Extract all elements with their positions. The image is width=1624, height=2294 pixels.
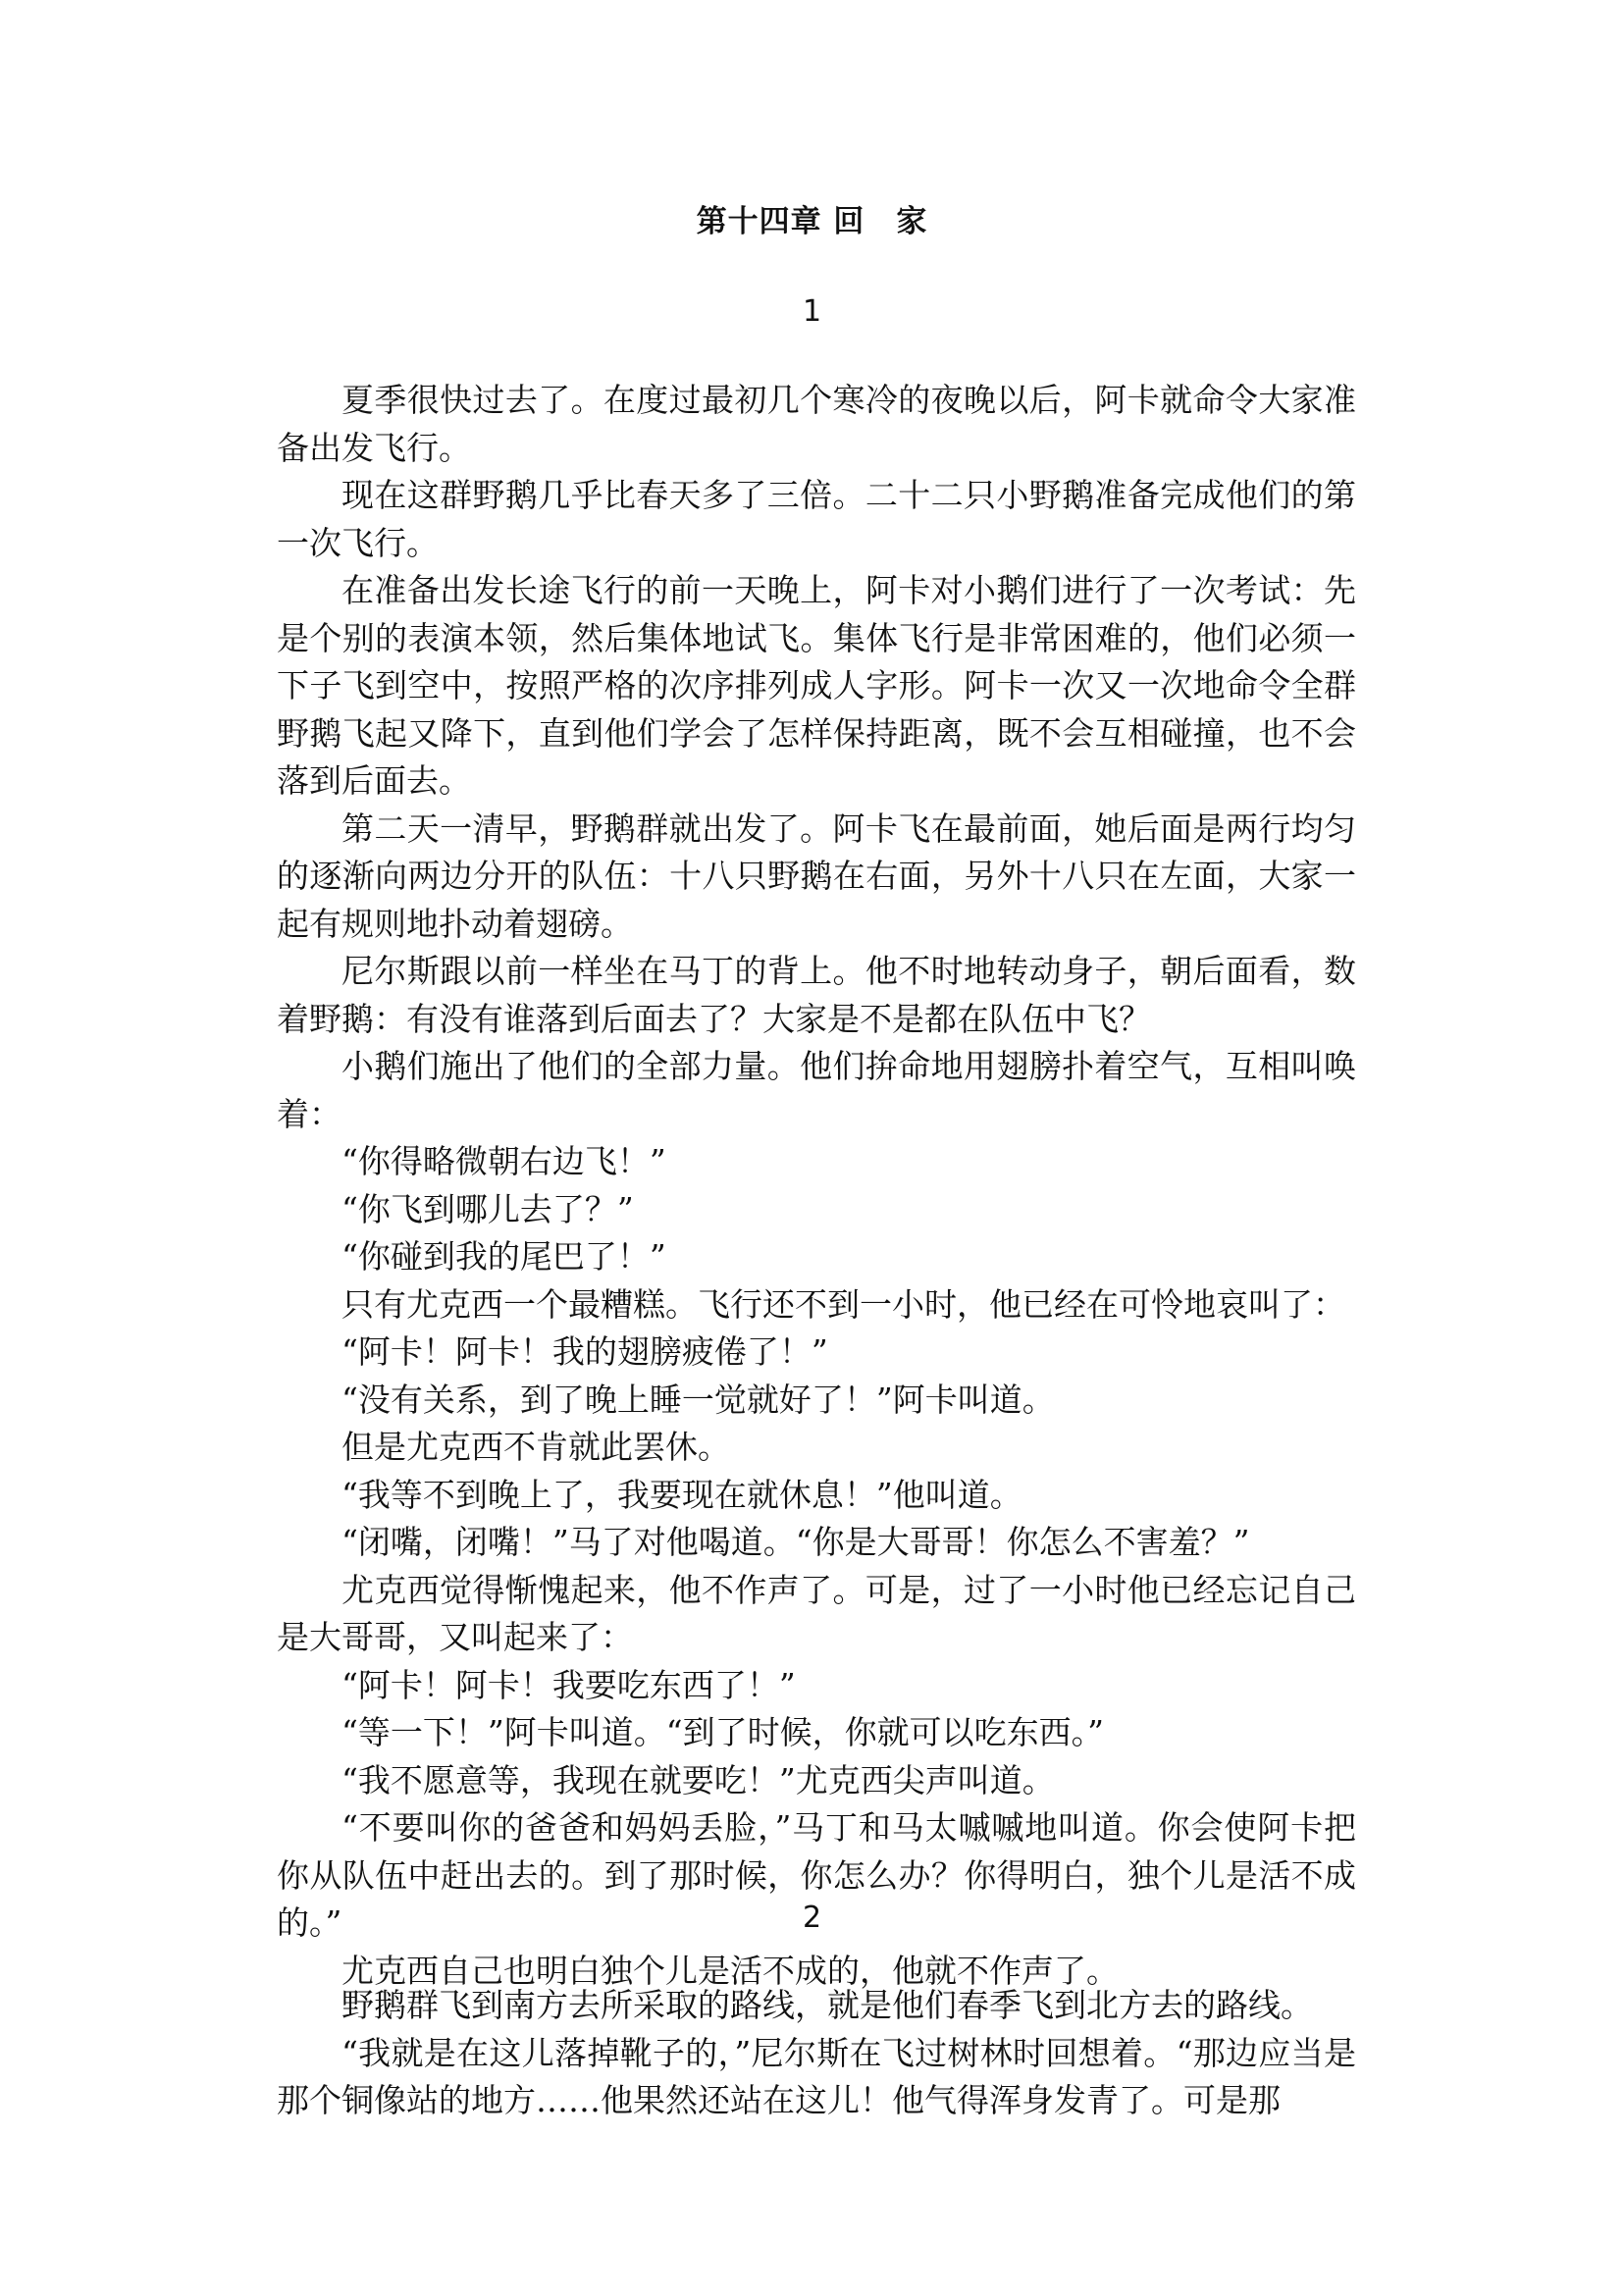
paragraph: 但是尤克西不肯就此罢休。 <box>341 1428 730 1466</box>
chapter-title: 第十四章 回 家 <box>696 204 928 239</box>
paragraph: 尤克西觉得惭愧起来，他不作声了。可是，过了一小时他已经忘记自己是大哥哥，又叫起来了： <box>277 1570 1356 1656</box>
paragraph: 在准备出发长途飞行的前一天晚上，阿卡对小鹅们进行了一次考试：先是个别的表演本领，然后集体地试飞。集体飞行是非常困难的，他们必须一下子飞到空中，按照严格的次序排列成人字形。阿卡一次又一次地命令全群野鹅飞起又降下，直到他们学会了怎样保持距离，既不会互相碰撞，也不会落到后面去。 <box>277 571 1356 800</box>
section-body <box>277 1982 1356 2125</box>
dialogue-line: “没有关系，到了晚上睡一觉就好了！”阿卡叫道。 <box>341 1380 1055 1419</box>
dialogue-line: “你碰到我的尾巴了！” <box>341 1237 666 1276</box>
section-number: 1 <box>802 294 822 329</box>
section-number: 2 <box>802 1901 822 1935</box>
dialogue-line: “等一下！”阿卡叫道。“到了时候，你就可以吃东西。” <box>341 1713 1104 1751</box>
paragraph: 夏季很快过去了。在度过最初几个寒冷的夜晚以后，阿卡就命令大家准备出发飞行。 <box>277 381 1356 467</box>
paragraph: 尤克西自己也明白独个儿是活不成的，他就不作声了。 <box>341 1951 1119 1990</box>
paragraph: 只有尤克西一个最糟糕。飞行还不到一小时，他已经在可怜地哀叫了： <box>341 1284 1345 1324</box>
dialogue-line: “你飞到哪儿去了？” <box>341 1189 634 1228</box>
paragraph: 野鹅群飞到南方去所采取的路线，就是他们春季飞到北方去的路线。 <box>341 1986 1313 2024</box>
dialogue-line: “你得略微朝右边飞！” <box>341 1142 666 1180</box>
dialogue-line: “不要叫你的爸爸和妈妈丢脸，”马丁和马太嘁嘁地叫道。你会使阿卡把你从队伍中赶出去的。到了那时候，你怎么办？你得明白，独个儿是活不成的。” <box>277 1808 1356 1942</box>
paragraph: “我就是在这儿落掉靴子的，”尼尔斯在飞过树林时回想着。“那边应当是那个铜像站的地方……他果然还站在这儿！他气得浑身发青了。可是那 <box>277 2033 1356 2119</box>
section-body <box>277 377 1356 1995</box>
dialogue-line: “我不愿意等，我现在就要吃！”尤克西尖声叫道。 <box>341 1760 1055 1799</box>
paragraph: 现在这群野鹅几乎比春天多了三倍。二十二只小野鹅准备完成他们的第一次飞行。 <box>277 476 1356 562</box>
dialogue-line: “阿卡！阿卡！我的翅膀疲倦了！” <box>341 1332 828 1371</box>
paragraph: 第二天一清早，野鹅群就出发了。阿卡飞在最前面，她后面是两行均匀的逐渐向两边分开的队伍：十八只野鹅在右面，另外十八只在左面，大家一起有规则地扑动着翅磅。 <box>277 808 1356 943</box>
dialogue-line: “阿卡！阿卡！我要吃东西了！” <box>341 1665 796 1704</box>
dialogue-line: “闭嘴，闭嘴！”马了对他喝道。“你是大哥哥！你怎么不害羞？” <box>341 1523 1250 1561</box>
paragraph: 尼尔斯跟以前一样坐在马丁的背上。他不时地转动身子，朝后面看，数着野鹅：有没有谁落到后面去了？大家是不是都在队伍中飞？ <box>277 952 1356 1038</box>
dialogue-line: “我等不到晚上了，我要现在就休息！”他叫道。 <box>341 1475 1022 1514</box>
paragraph: 小鹅们施出了他们的全部力量。他们拚命地用翅膀扑着空气，互相叫唤着： <box>277 1047 1356 1133</box>
